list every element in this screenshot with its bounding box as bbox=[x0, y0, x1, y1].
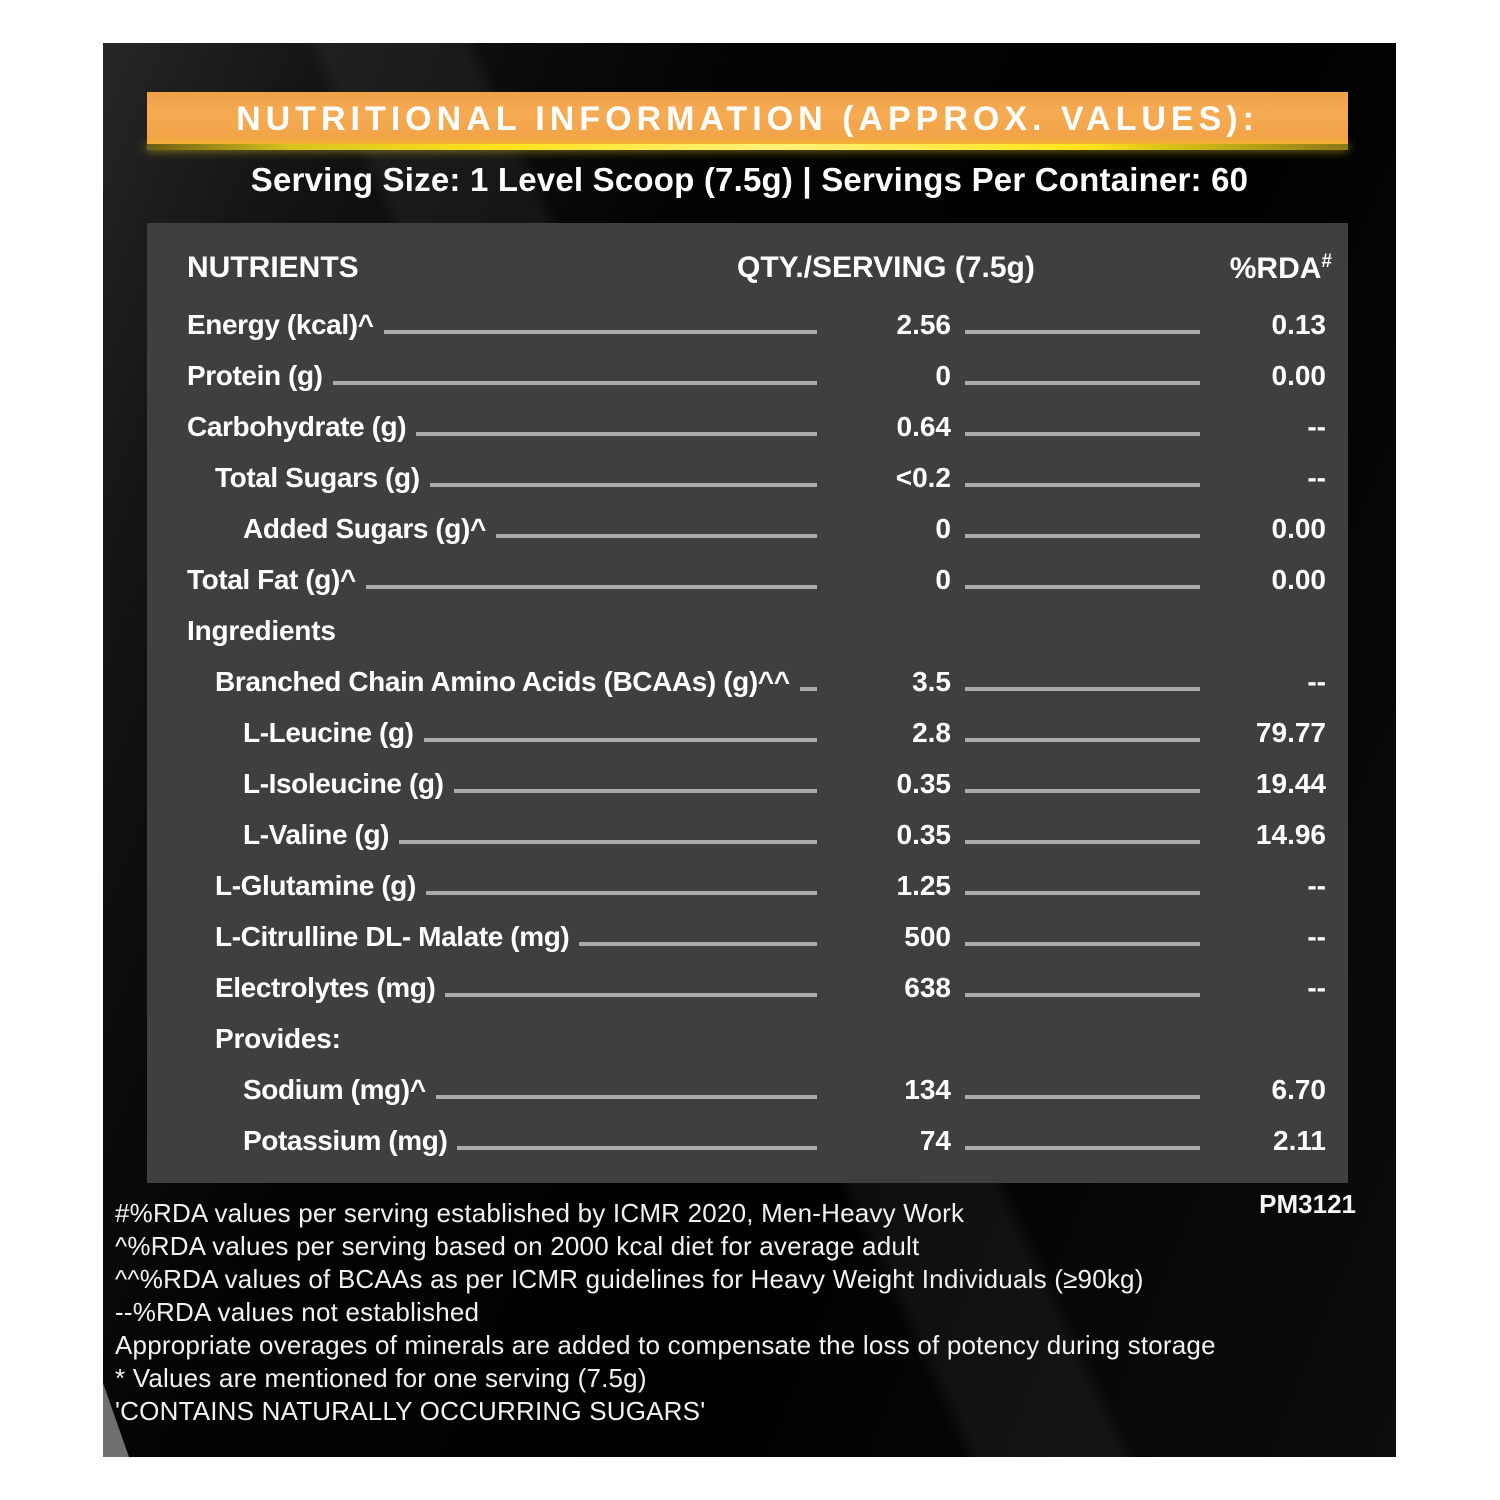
table-row-protein bbox=[187, 350, 1326, 401]
section-label: Ingredients bbox=[187, 615, 336, 646]
row-rda: -- bbox=[1307, 462, 1326, 493]
leader-line bbox=[457, 1146, 817, 1150]
row-rda: -- bbox=[1307, 921, 1326, 952]
leader-line bbox=[965, 483, 1200, 487]
serving-info: Serving Size: 1 Level Scoop (7.5g) | Servings Per Container: 60 bbox=[250, 161, 1249, 198]
leader-line bbox=[965, 942, 1200, 946]
leader-line bbox=[965, 789, 1200, 793]
leader-line bbox=[965, 1095, 1200, 1099]
leader-line bbox=[965, 330, 1200, 334]
leader-line bbox=[965, 993, 1200, 997]
table-row-glutamine bbox=[187, 860, 1326, 911]
row-rda: 6.70 bbox=[1271, 1074, 1326, 1105]
leader-line bbox=[445, 993, 817, 997]
table-row-valine bbox=[187, 809, 1326, 860]
rda-label: %RDA bbox=[1229, 252, 1322, 285]
row-qty: 500 bbox=[904, 921, 951, 952]
row-rda: 0.00 bbox=[1271, 564, 1326, 595]
row-label: Carbohydrate (g) bbox=[187, 411, 407, 442]
footnotes-block bbox=[115, 1197, 1216, 1428]
leader-line bbox=[416, 432, 817, 436]
row-label: Protein (g) bbox=[187, 360, 323, 391]
leader-line bbox=[426, 891, 817, 895]
product-code: PM3121 bbox=[1259, 1189, 1356, 1219]
row-rda: -- bbox=[1307, 972, 1326, 1003]
table-row-carbohydrate bbox=[187, 401, 1326, 452]
leader-line bbox=[965, 381, 1200, 385]
table-row-total-fat bbox=[187, 554, 1326, 605]
row-qty: 2.56 bbox=[896, 309, 951, 340]
footnote-rda-2000kcal: ^%RDA values per serving based on 2000 kcal diet for average adult bbox=[115, 1231, 920, 1261]
footnote-rda-bcaa: ^^%RDA values of BCAAs as per ICMR guidelines for Heavy Weight Individuals (≥90kg) bbox=[115, 1264, 1144, 1294]
row-qty: 0.64 bbox=[896, 411, 951, 442]
row-rda: 2.11 bbox=[1273, 1125, 1326, 1156]
row-rda: -- bbox=[1307, 870, 1326, 901]
row-qty: 0 bbox=[935, 564, 951, 595]
row-label: L-Valine (g) bbox=[243, 819, 390, 850]
row-label: Sodium (mg)^ bbox=[243, 1074, 426, 1105]
section-label: Provides: bbox=[215, 1023, 341, 1054]
row-label: Added Sugars (g)^ bbox=[243, 513, 486, 544]
table-row-isoleucine bbox=[187, 758, 1326, 809]
leader-line bbox=[965, 738, 1200, 742]
leader-line bbox=[496, 534, 817, 538]
table-row-added-sugars bbox=[187, 503, 1326, 554]
nutrition-info-banner bbox=[147, 92, 1348, 147]
row-label: Energy (kcal)^ bbox=[187, 309, 374, 340]
leader-line bbox=[965, 687, 1200, 691]
row-label: Electrolytes (mg) bbox=[215, 972, 436, 1003]
table-row-potassium bbox=[187, 1115, 1326, 1166]
leader-line bbox=[800, 687, 817, 691]
row-rda: 19.44 bbox=[1255, 768, 1326, 799]
row-label: Total Sugars (g) bbox=[215, 462, 420, 493]
leader-line bbox=[965, 585, 1200, 589]
row-qty: 74 bbox=[919, 1125, 951, 1156]
table-row-electrolytes bbox=[187, 962, 1326, 1013]
leader-line bbox=[399, 840, 817, 844]
table-row-bcaa bbox=[187, 656, 1326, 707]
column-header-rda bbox=[1230, 251, 1332, 286]
row-label: Branched Chain Amino Acids (BCAAs) (g)^^ bbox=[215, 666, 790, 697]
row-qty: 638 bbox=[904, 972, 951, 1003]
row-label: L-Citrulline DL- Malate (mg) bbox=[215, 921, 570, 952]
row-qty: <0.2 bbox=[895, 462, 951, 493]
leader-line bbox=[424, 738, 817, 742]
footnote-one-serving: * Values are mentioned for one serving (7.5g) bbox=[115, 1363, 647, 1393]
row-qty: 0.35 bbox=[896, 819, 951, 850]
row-label: L-Isoleucine (g) bbox=[243, 768, 444, 799]
leader-line bbox=[965, 1146, 1200, 1150]
table-row-sodium bbox=[187, 1064, 1326, 1115]
row-qty: 1.25 bbox=[896, 870, 951, 901]
column-header-nutrients: NUTRIENTS bbox=[187, 251, 359, 284]
table-row-energy bbox=[187, 299, 1326, 350]
row-rda: 0.00 bbox=[1271, 513, 1326, 544]
row-rda: 14.96 bbox=[1255, 819, 1326, 850]
row-qty: 3.5 bbox=[912, 666, 951, 697]
row-label: L-Leucine (g) bbox=[243, 717, 414, 748]
table-row-leucine bbox=[187, 707, 1326, 758]
footnote-overages: Appropriate overages of minerals are added to compensate the loss of potency during storage bbox=[115, 1330, 1216, 1360]
leader-line bbox=[366, 585, 817, 589]
row-label: Total Fat (g)^ bbox=[187, 564, 356, 595]
row-label: Potassium (mg) bbox=[243, 1125, 448, 1156]
leader-line bbox=[384, 330, 817, 334]
column-header-qty-serving: QTY./SERVING (7.5g) bbox=[737, 251, 1035, 284]
banner-title: NUTRITIONAL INFORMATION (APPROX. VALUES): bbox=[236, 100, 1259, 138]
row-qty: 134 bbox=[904, 1074, 951, 1105]
leader-line bbox=[965, 840, 1200, 844]
leader-line bbox=[579, 942, 817, 946]
row-rda: 0.13 bbox=[1271, 309, 1326, 340]
row-rda: -- bbox=[1307, 666, 1326, 697]
footnote-rda-not-established: --%RDA values not established bbox=[115, 1297, 480, 1327]
table-header bbox=[187, 237, 1332, 299]
row-qty: 0.35 bbox=[896, 768, 951, 799]
row-qty: 0 bbox=[935, 513, 951, 544]
row-rda: 0.00 bbox=[1271, 360, 1326, 391]
section-header-provides bbox=[187, 1013, 1326, 1064]
leader-line bbox=[965, 432, 1200, 436]
nutrition-table bbox=[147, 223, 1348, 1183]
banner-glow-line bbox=[147, 144, 1348, 150]
leader-line bbox=[965, 891, 1200, 895]
row-label: L-Glutamine (g) bbox=[215, 870, 416, 901]
row-qty: 2.8 bbox=[912, 717, 951, 748]
table-row-total-sugars bbox=[187, 452, 1326, 503]
footnote-rda-icmr: #%RDA values per serving established by ICMR 2020, Men-Heavy Work bbox=[115, 1198, 965, 1228]
leader-line bbox=[333, 381, 817, 385]
leader-line bbox=[454, 789, 818, 793]
row-qty: 0 bbox=[935, 360, 951, 391]
row-rda: 79.77 bbox=[1255, 717, 1326, 748]
leader-line bbox=[965, 534, 1200, 538]
nutrition-label-panel bbox=[103, 43, 1396, 1457]
row-rda: -- bbox=[1307, 411, 1326, 442]
leader-line bbox=[430, 483, 817, 487]
rda-superscript: # bbox=[1321, 251, 1332, 272]
leader-line bbox=[436, 1095, 817, 1099]
table-row-citrulline bbox=[187, 911, 1326, 962]
section-header-ingredients bbox=[187, 605, 1326, 656]
footnote-natural-sugars: 'CONTAINS NATURALLY OCCURRING SUGARS' bbox=[115, 1396, 706, 1426]
